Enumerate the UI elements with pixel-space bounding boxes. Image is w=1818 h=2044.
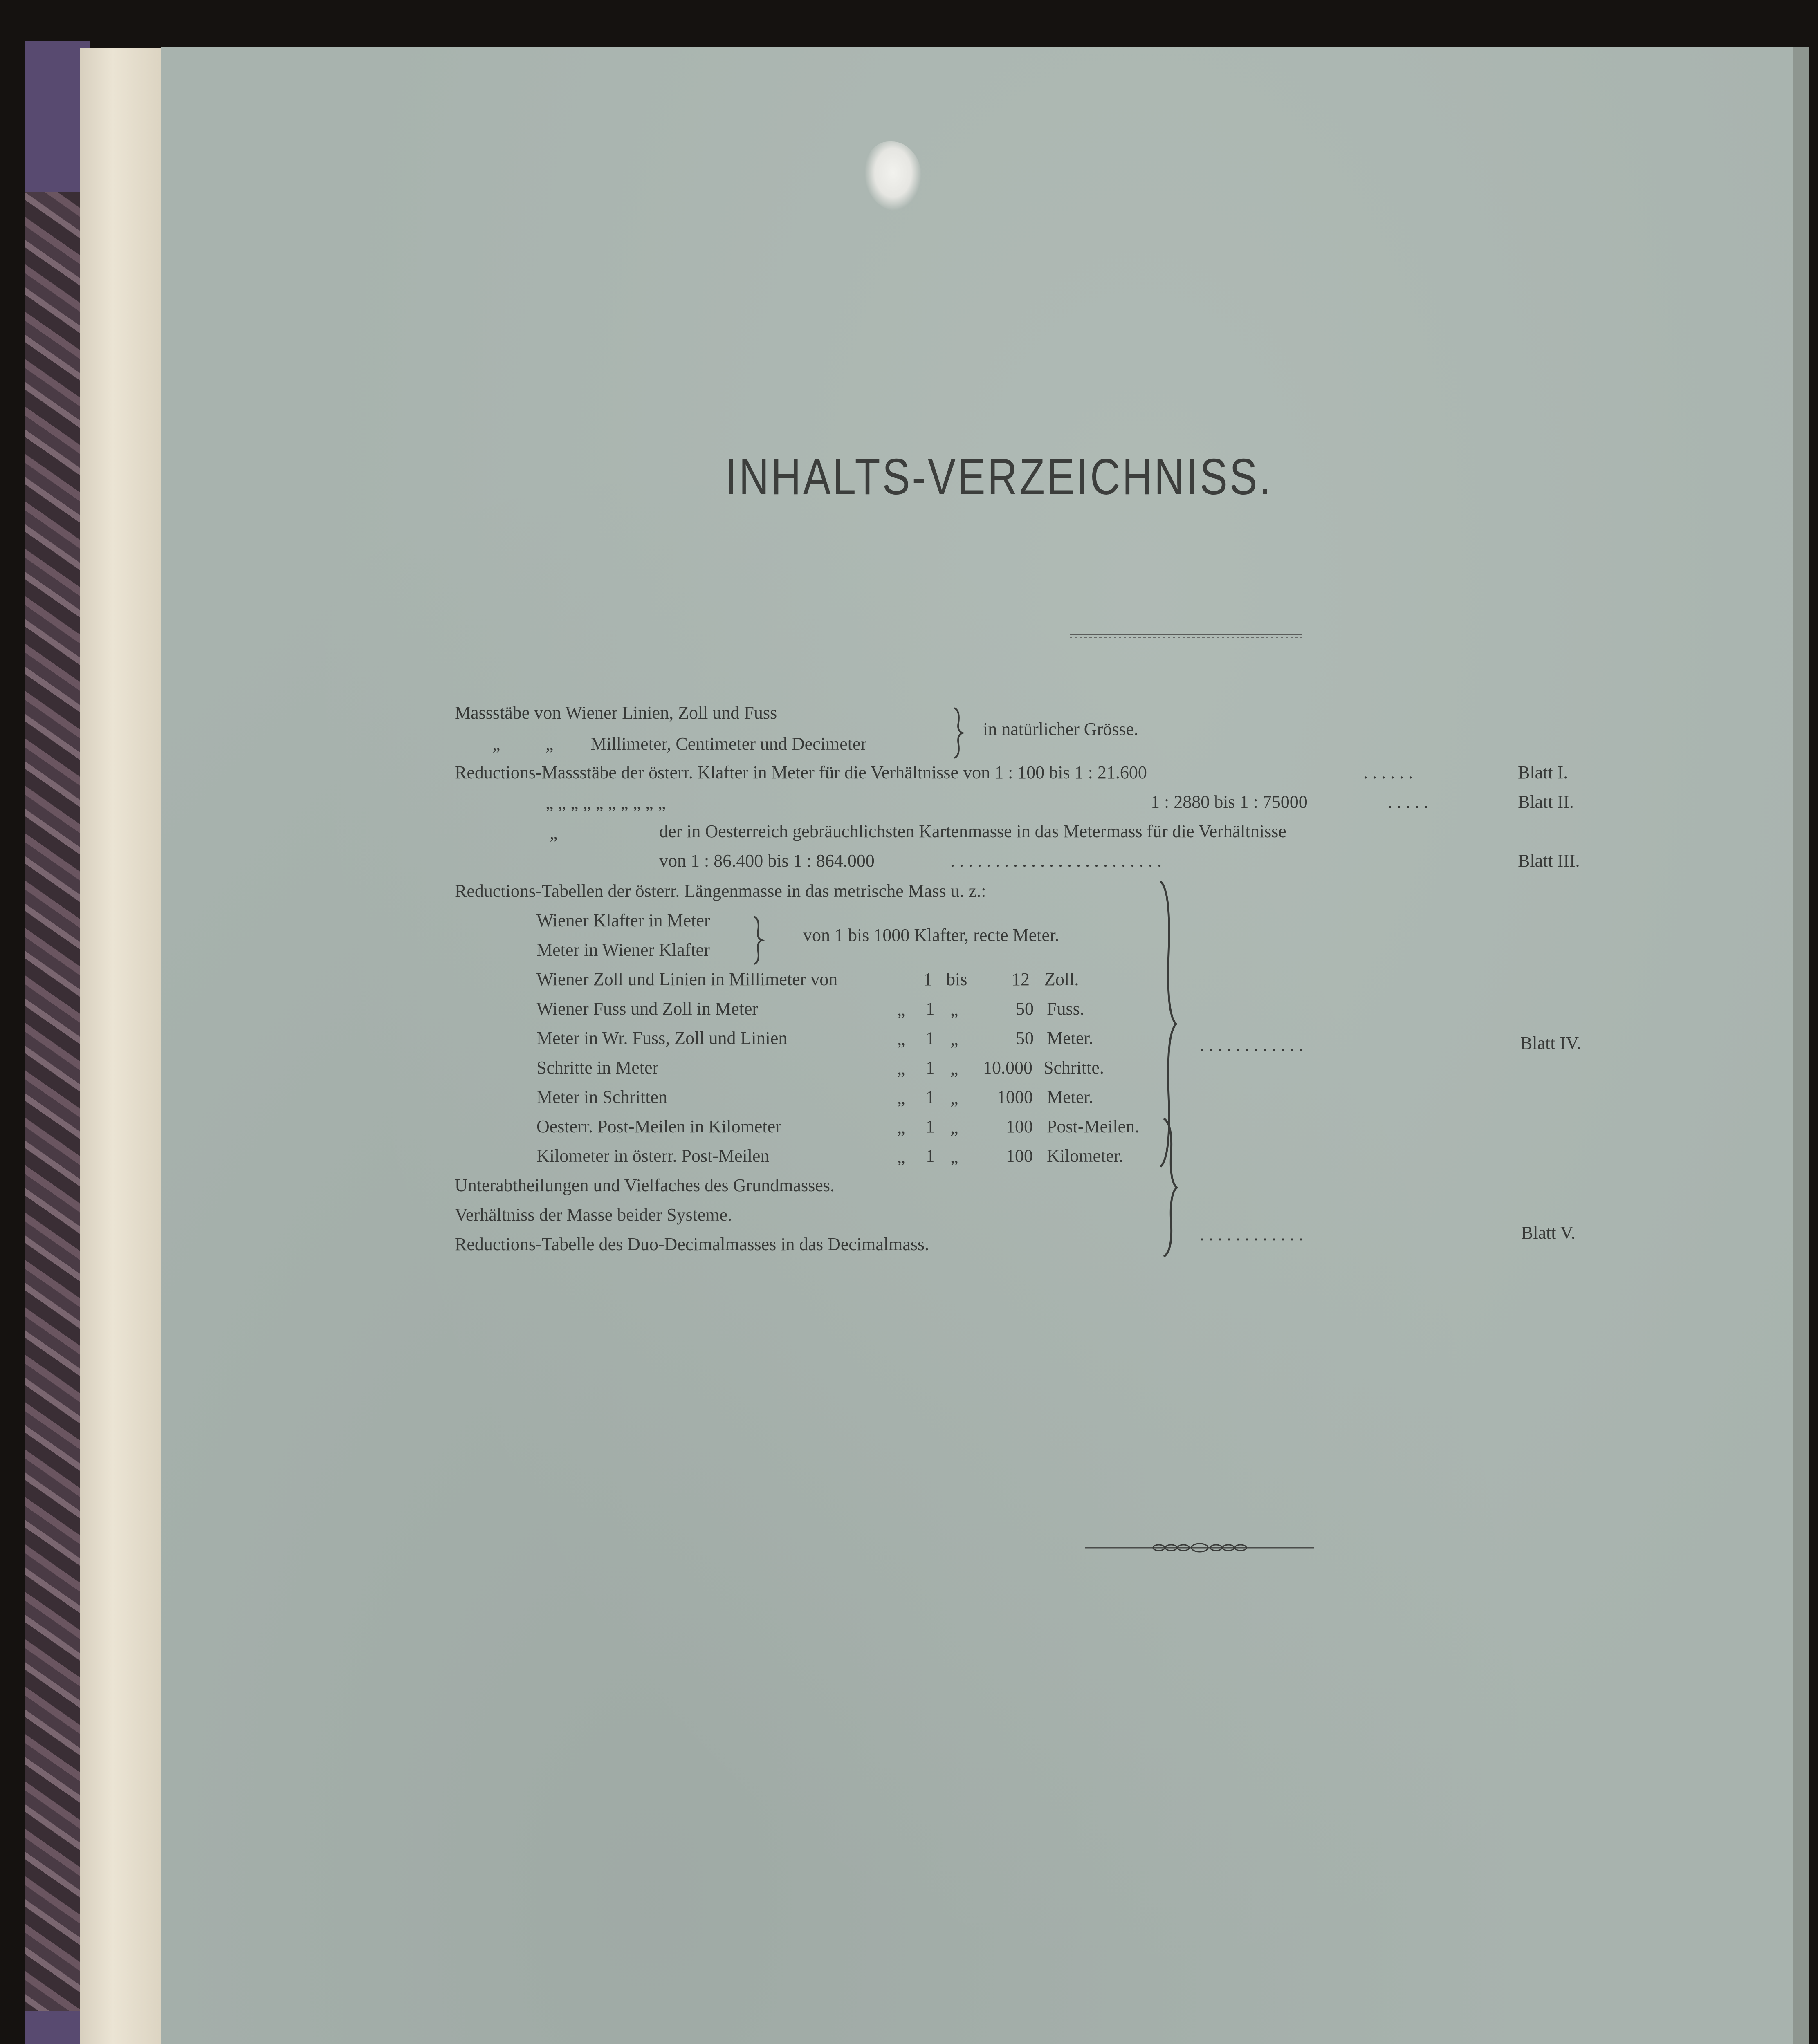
leader-dots: . . . . . . . . . . . . . . . . . . . . . . . . bbox=[950, 851, 1162, 871]
table-row-from: 1 bbox=[926, 1116, 935, 1136]
toc-note: in natürlicher Grösse. bbox=[983, 719, 1138, 739]
table-row-mid: „ bbox=[950, 1088, 958, 1108]
table-row-mid: „ bbox=[950, 1117, 958, 1137]
table-row-unit: Kilometer. bbox=[1047, 1146, 1123, 1166]
leader-dots: . . . . . . . . . . . . bbox=[1200, 1224, 1303, 1244]
table-row-mid: „ bbox=[950, 1147, 958, 1167]
table-row-unit: Meter. bbox=[1047, 1028, 1093, 1048]
table-row-ditto: „ bbox=[897, 1000, 905, 1020]
table-row-ditto: „ bbox=[897, 1147, 905, 1167]
leader-dots: . . . . . bbox=[1388, 792, 1428, 812]
toc-line: Meter in Wiener Klafter bbox=[536, 940, 710, 960]
sheet-reference: Blatt II. bbox=[1518, 792, 1574, 812]
table-row-from: 1 bbox=[926, 1058, 935, 1078]
toc-line: Massstäbe von Wiener Linien, Zoll und Fuss bbox=[455, 703, 777, 723]
table-row-from: 1 bbox=[926, 1087, 935, 1107]
toc-line: Unterabtheilungen und Vielfaches des Grundmasses. bbox=[455, 1175, 835, 1195]
table-row-unit: Schritte. bbox=[1044, 1058, 1104, 1078]
table-row-unit: Zoll. bbox=[1044, 969, 1079, 989]
table-row-to: 50 bbox=[1016, 999, 1034, 1019]
table-row-label: Meter in Schritten bbox=[536, 1087, 668, 1107]
toc-note: von 1 bis 1000 Klafter, recte Meter. bbox=[803, 925, 1059, 945]
next-page-edge bbox=[1793, 47, 1809, 2044]
table-of-contents bbox=[161, 47, 1793, 2044]
table-row-to: 12 bbox=[1012, 969, 1030, 989]
toc-line: 1 : 2880 bis 1 : 75000 bbox=[1151, 792, 1308, 812]
ditto-mark: „ bbox=[492, 734, 501, 754]
table-row-label: Wiener Zoll und Linien in Millimeter von bbox=[536, 969, 838, 989]
brace-icon bbox=[750, 915, 766, 966]
table-row-label: Schritte in Meter bbox=[536, 1058, 659, 1078]
toc-line: Reductions-Massstäbe der österr. Klafter in Meter für die Verhältnisse von 1 : 100 bis 1 : 21.600 bbox=[455, 762, 1147, 782]
ditto-marks: „ „ „ „ „ „ „ „ „ „ bbox=[545, 793, 666, 813]
leader-dots: . . . . . . bbox=[1363, 762, 1413, 782]
table-row-to: 100 bbox=[1006, 1146, 1033, 1166]
page-block-edge bbox=[80, 48, 164, 2044]
toc-line: Verhältniss der Masse beider Systeme. bbox=[455, 1205, 732, 1225]
table-row-to: 1000 bbox=[997, 1087, 1033, 1107]
ornament-divider-icon bbox=[1085, 1535, 1314, 1560]
table-row-from: 1 bbox=[926, 999, 935, 1019]
ditto-mark: „ bbox=[545, 734, 554, 754]
table-row-ditto: „ bbox=[897, 1117, 905, 1137]
title-page bbox=[161, 47, 1793, 2044]
table-row-mid: bis bbox=[946, 969, 967, 989]
sheet-reference: Blatt V. bbox=[1521, 1223, 1576, 1243]
toc-line: Millimeter, Centimeter und Decimeter bbox=[590, 734, 867, 754]
table-row-unit: Meter. bbox=[1047, 1087, 1093, 1107]
table-row-label: Meter in Wr. Fuss, Zoll und Linien bbox=[536, 1028, 788, 1048]
table-row-to: 100 bbox=[1006, 1116, 1033, 1136]
marbled-spine bbox=[25, 44, 89, 2044]
table-row-ditto: „ bbox=[897, 1088, 905, 1108]
toc-line: der in Oesterreich gebräuchlichsten Kartenmasse in das Metermass für die Verhältnisse bbox=[659, 821, 1286, 841]
table-row-from: 1 bbox=[926, 1028, 935, 1048]
table-row-from: 1 bbox=[923, 969, 932, 989]
page-title: INHALTS-VERZEICHNISS. bbox=[725, 449, 1273, 505]
table-row-mid: „ bbox=[950, 1000, 958, 1020]
sheet-reference: Blatt III. bbox=[1518, 851, 1580, 871]
table-row-ditto: „ bbox=[897, 1029, 905, 1049]
sheet-reference: Blatt I. bbox=[1518, 762, 1568, 782]
leader-dots: . . . . . . . . . . . . bbox=[1200, 1035, 1303, 1055]
table-row-to: 10.000 bbox=[983, 1058, 1032, 1078]
table-row-unit: Fuss. bbox=[1047, 999, 1084, 1019]
ditto-mark: „ bbox=[550, 823, 558, 843]
table-row-label: Kilometer in österr. Post-Meilen bbox=[536, 1146, 770, 1166]
table-row-from: 1 bbox=[926, 1146, 935, 1166]
table-row-label: Wiener Fuss und Zoll in Meter bbox=[536, 999, 759, 1019]
toc-line: Wiener Klafter in Meter bbox=[536, 910, 710, 930]
sheet-reference: Blatt IV. bbox=[1520, 1033, 1581, 1053]
brace-icon bbox=[950, 706, 967, 760]
brace-icon bbox=[1159, 1116, 1179, 1259]
table-row-to: 50 bbox=[1016, 1028, 1034, 1048]
toc-line: Reductions-Tabellen der österr. Längenmasse in das metrische Mass u. z.: bbox=[455, 881, 986, 901]
table-row-label: Oesterr. Post-Meilen in Kilometer bbox=[536, 1116, 781, 1136]
table-row-mid: „ bbox=[950, 1058, 958, 1078]
table-row-mid: „ bbox=[950, 1029, 958, 1049]
toc-line: Reductions-Tabelle des Duo-Decimalmasses in das Decimalmass. bbox=[455, 1234, 929, 1254]
toc-line: von 1 : 86.400 bis 1 : 864.000 bbox=[659, 851, 875, 871]
table-row-ditto: „ bbox=[897, 1058, 905, 1078]
table-row-unit: Post-Meilen. bbox=[1047, 1116, 1140, 1136]
